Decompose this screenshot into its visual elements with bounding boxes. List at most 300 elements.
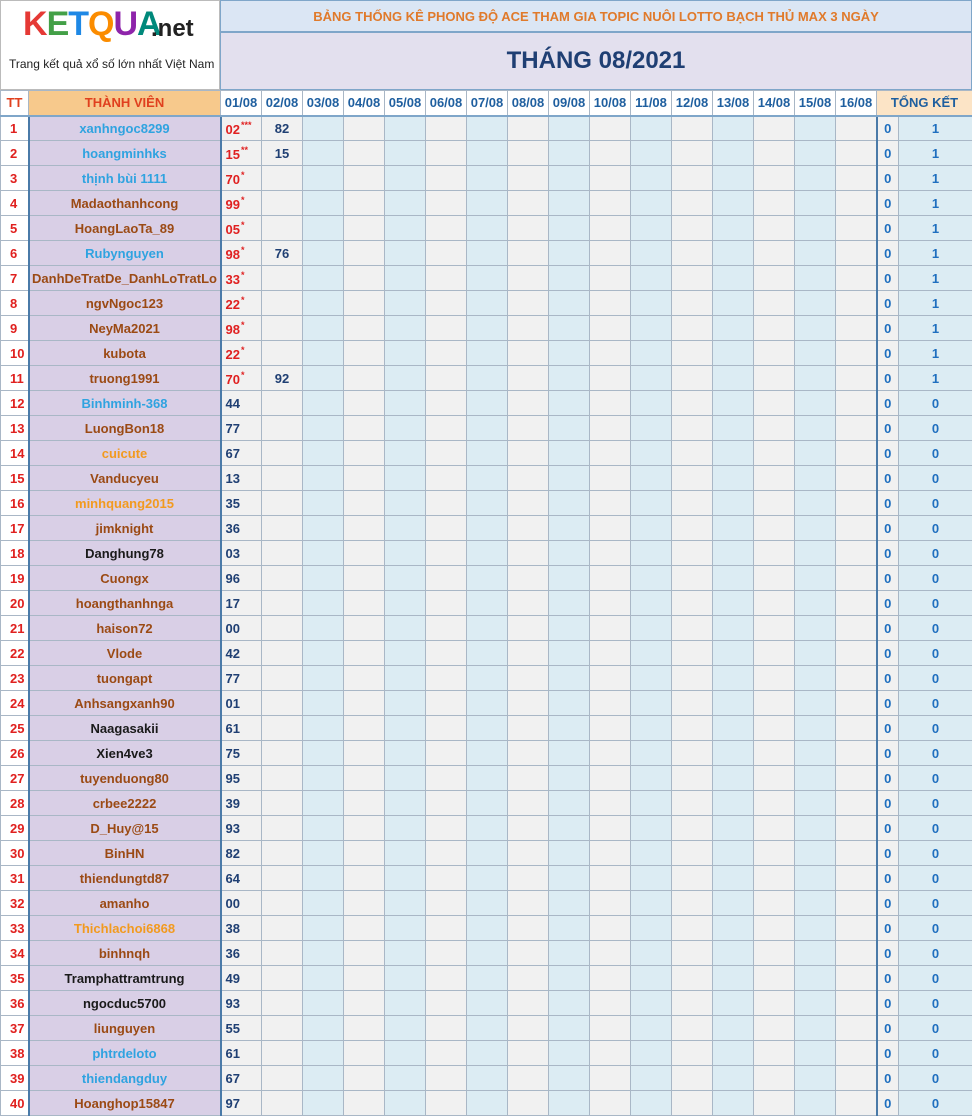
day-cell <box>508 291 549 316</box>
total-score: 0 <box>899 991 972 1016</box>
day-cell <box>713 266 754 291</box>
day-cell <box>426 316 467 341</box>
day-cell <box>262 541 303 566</box>
day-cell <box>713 691 754 716</box>
day-cell <box>426 416 467 441</box>
day-cell <box>262 741 303 766</box>
day-cell <box>262 816 303 841</box>
day-cell <box>590 641 631 666</box>
total-score: 1 <box>899 341 972 366</box>
day-cell <box>754 441 795 466</box>
day-cell <box>795 466 836 491</box>
total-count: 0 <box>877 866 899 891</box>
day-cell <box>303 1091 344 1116</box>
day-cell <box>508 716 549 741</box>
pick-number: 93 <box>225 995 240 1011</box>
day-cell <box>426 966 467 991</box>
day-cell <box>385 1066 426 1091</box>
table-row <box>1 391 972 416</box>
header-date: 13/08 <box>713 91 754 116</box>
day-cell <box>672 816 713 841</box>
day-cell <box>426 516 467 541</box>
total-count: 0 <box>877 791 899 816</box>
day-cell <box>426 641 467 666</box>
day-cell <box>262 991 303 1016</box>
hit-stars: * <box>240 269 245 280</box>
day-cell <box>221 941 262 966</box>
pick-number: 64 <box>225 870 240 886</box>
day-cell <box>631 416 672 441</box>
day-cell <box>262 166 303 191</box>
total-score: 0 <box>899 641 972 666</box>
row-number: 31 <box>1 866 29 891</box>
day-cell <box>754 841 795 866</box>
day-cell <box>344 591 385 616</box>
day-cell <box>795 541 836 566</box>
day-cell <box>631 1041 672 1066</box>
day-cell <box>221 1091 262 1116</box>
day-cell <box>344 141 385 166</box>
day-cell <box>795 391 836 416</box>
day-cell <box>303 991 344 1016</box>
member-name: Vanducyeu <box>29 466 221 491</box>
row-number: 37 <box>1 1016 29 1041</box>
day-cell <box>754 991 795 1016</box>
member-name: Danghung78 <box>29 541 221 566</box>
day-cell <box>590 591 631 616</box>
member-name: thiendangduy <box>29 1066 221 1091</box>
total-score: 1 <box>899 116 972 141</box>
table-row <box>1 416 972 441</box>
day-cell <box>754 166 795 191</box>
day-cell <box>795 316 836 341</box>
day-cell <box>754 641 795 666</box>
day-cell <box>713 241 754 266</box>
table-row <box>1 216 972 241</box>
day-cell <box>795 591 836 616</box>
total-count: 0 <box>877 341 899 366</box>
member-name: cuicute <box>29 441 221 466</box>
day-cell <box>836 866 877 891</box>
day-cell <box>303 541 344 566</box>
total-count: 0 <box>877 1041 899 1066</box>
day-cell <box>795 866 836 891</box>
day-cell <box>426 366 467 391</box>
day-cell <box>672 216 713 241</box>
member-name: NeyMa2021 <box>29 316 221 341</box>
day-cell <box>754 241 795 266</box>
member-name: ngocduc5700 <box>29 991 221 1016</box>
day-cell <box>508 516 549 541</box>
day-cell <box>795 641 836 666</box>
day-cell <box>508 441 549 466</box>
day-cell <box>467 741 508 766</box>
pick-number: 22 <box>225 346 240 362</box>
day-cell <box>221 466 262 491</box>
day-cell <box>344 816 385 841</box>
table-row <box>1 866 972 891</box>
day-cell <box>836 791 877 816</box>
total-score: 1 <box>899 216 972 241</box>
total-score: 0 <box>899 441 972 466</box>
day-cell <box>221 841 262 866</box>
day-cell <box>426 241 467 266</box>
pick-number: 98 <box>225 321 240 337</box>
day-cell <box>262 666 303 691</box>
member-name: Hoanghop15847 <box>29 1091 221 1116</box>
total-count: 0 <box>877 416 899 441</box>
day-cell <box>262 516 303 541</box>
hit-stars: * <box>240 169 245 180</box>
row-number: 21 <box>1 616 29 641</box>
day-cell <box>631 966 672 991</box>
day-cell <box>549 191 590 216</box>
day-cell <box>508 641 549 666</box>
member-name: haison72 <box>29 616 221 641</box>
header-member: THÀNH VIÊN <box>29 91 221 116</box>
day-cell <box>672 241 713 266</box>
table-row <box>1 616 972 641</box>
day-cell <box>385 916 426 941</box>
day-cell <box>713 1041 754 1066</box>
pick-number: 77 <box>225 420 240 436</box>
day-cell <box>344 1016 385 1041</box>
day-cell <box>672 141 713 166</box>
table-row <box>1 841 972 866</box>
table-row <box>1 816 972 841</box>
header-date: 05/08 <box>385 91 426 116</box>
table-row <box>1 1091 972 1116</box>
day-cell <box>508 666 549 691</box>
day-cell <box>467 341 508 366</box>
day-cell <box>303 791 344 816</box>
day-cell <box>590 941 631 966</box>
day-cell <box>303 866 344 891</box>
day-cell <box>549 1066 590 1091</box>
day-cell <box>631 816 672 841</box>
pick-number: 00 <box>225 620 240 636</box>
day-cell <box>672 591 713 616</box>
day-cell <box>549 991 590 1016</box>
day-cell <box>467 591 508 616</box>
day-cell <box>672 191 713 216</box>
page-title: BẢNG THỐNG KÊ PHONG ĐỘ ACE THAM GIA TOPIC NUÔI LOTTO BẠCH THỦ MAX 3 NGÀY <box>220 0 972 32</box>
day-cell <box>426 1041 467 1066</box>
day-cell <box>795 216 836 241</box>
day-cell <box>467 716 508 741</box>
day-cell: 15 <box>262 141 303 166</box>
total-count: 0 <box>877 516 899 541</box>
day-cell <box>426 741 467 766</box>
row-number: 38 <box>1 1041 29 1066</box>
day-cell <box>303 691 344 716</box>
day-cell <box>508 416 549 441</box>
day-cell <box>467 791 508 816</box>
day-cell <box>590 816 631 841</box>
day-cell <box>795 291 836 316</box>
logo-letter: T <box>68 5 89 43</box>
day-cell <box>508 1066 549 1091</box>
day-cell <box>631 116 672 141</box>
pick-number: 75 <box>225 745 240 761</box>
day-cell <box>426 1091 467 1116</box>
day-cell <box>344 991 385 1016</box>
total-score: 0 <box>899 566 972 591</box>
day-cell <box>303 716 344 741</box>
day-cell <box>549 216 590 241</box>
day-cell <box>221 441 262 466</box>
day-cell <box>754 541 795 566</box>
table-row <box>1 516 972 541</box>
logo-letter: Q <box>88 5 114 43</box>
day-cell <box>262 866 303 891</box>
total-score: 0 <box>899 416 972 441</box>
day-cell <box>221 666 262 691</box>
day-cell <box>426 466 467 491</box>
day-cell <box>262 1016 303 1041</box>
member-name: thiendungtd87 <box>29 866 221 891</box>
day-cell <box>385 616 426 641</box>
total-score: 0 <box>899 1091 972 1116</box>
day-cell <box>754 341 795 366</box>
day-cell <box>385 316 426 341</box>
day-cell <box>467 241 508 266</box>
day-cell <box>344 891 385 916</box>
table-row <box>1 466 972 491</box>
member-name: binhnqh <box>29 941 221 966</box>
table-row <box>1 241 972 266</box>
row-number: 25 <box>1 716 29 741</box>
day-cell <box>467 1091 508 1116</box>
day-cell <box>508 991 549 1016</box>
total-score: 1 <box>899 141 972 166</box>
member-name: Xien4ve3 <box>29 741 221 766</box>
day-cell <box>590 1091 631 1116</box>
member-name: hoangminhks <box>29 141 221 166</box>
pick-number: 36 <box>225 945 240 961</box>
day-cell <box>836 816 877 841</box>
day-cell <box>836 1041 877 1066</box>
total-count: 0 <box>877 716 899 741</box>
day-cell <box>672 166 713 191</box>
day-cell <box>713 1066 754 1091</box>
day-cell <box>795 791 836 816</box>
logo-letter: U <box>113 5 138 43</box>
total-count: 0 <box>877 191 899 216</box>
day-cell <box>795 991 836 1016</box>
day-cell <box>795 1091 836 1116</box>
day-cell <box>549 291 590 316</box>
day-cell <box>713 316 754 341</box>
day-cell <box>385 466 426 491</box>
day-cell <box>836 466 877 491</box>
day-cell <box>590 541 631 566</box>
day-cell <box>344 491 385 516</box>
pick-number: 22 <box>225 296 240 312</box>
day-cell <box>508 141 549 166</box>
day-cell <box>631 866 672 891</box>
day-cell <box>631 341 672 366</box>
day-cell <box>713 541 754 566</box>
day-cell <box>672 1016 713 1041</box>
day-cell <box>467 891 508 916</box>
day-cell <box>795 816 836 841</box>
row-number: 19 <box>1 566 29 591</box>
member-name: Tramphattramtrung <box>29 966 221 991</box>
day-cell <box>754 691 795 716</box>
day-cell <box>549 866 590 891</box>
member-name: jimknight <box>29 516 221 541</box>
day-cell <box>221 1041 262 1066</box>
day-cell <box>467 516 508 541</box>
day-cell <box>508 541 549 566</box>
day-cell <box>549 416 590 441</box>
total-count: 0 <box>877 616 899 641</box>
day-cell <box>713 116 754 141</box>
total-score: 0 <box>899 816 972 841</box>
total-count: 0 <box>877 441 899 466</box>
day-cell <box>631 1016 672 1041</box>
day-cell <box>221 816 262 841</box>
member-name: ngvNgoc123 <box>29 291 221 316</box>
day-cell <box>754 391 795 416</box>
total-count: 0 <box>877 691 899 716</box>
day-cell <box>467 666 508 691</box>
day-cell <box>467 641 508 666</box>
row-number: 9 <box>1 316 29 341</box>
day-cell <box>508 866 549 891</box>
day-cell <box>426 566 467 591</box>
table-row <box>1 791 972 816</box>
pick-number: 36 <box>225 520 240 536</box>
day-cell <box>631 566 672 591</box>
table-row <box>1 541 972 566</box>
day-cell <box>549 266 590 291</box>
day-cell <box>590 291 631 316</box>
day-cell <box>672 1041 713 1066</box>
day-cell <box>508 166 549 191</box>
day-cell <box>590 566 631 591</box>
row-number: 7 <box>1 266 29 291</box>
table-row <box>1 666 972 691</box>
day-cell <box>426 991 467 1016</box>
day-cell <box>590 266 631 291</box>
day-cell <box>795 266 836 291</box>
day-cell <box>344 541 385 566</box>
day-cell <box>262 266 303 291</box>
day-cell <box>631 316 672 341</box>
day-cell <box>754 591 795 616</box>
member-name: DanhDeTratDe_DanhLoTratLo <box>29 266 221 291</box>
header-date: 06/08 <box>426 91 467 116</box>
day-cell <box>303 441 344 466</box>
pick-number: 38 <box>225 920 240 936</box>
day-cell <box>385 191 426 216</box>
table-row <box>1 441 972 466</box>
day-cell <box>303 391 344 416</box>
header-date: 14/08 <box>754 91 795 116</box>
row-number: 34 <box>1 941 29 966</box>
total-score: 0 <box>899 541 972 566</box>
day-cell <box>344 691 385 716</box>
day-cell <box>549 391 590 416</box>
day-cell: 76 <box>262 241 303 266</box>
day-cell <box>262 941 303 966</box>
total-count: 0 <box>877 566 899 591</box>
day-cell <box>795 491 836 516</box>
day-cell <box>631 741 672 766</box>
day-cell <box>508 116 549 141</box>
day-cell <box>303 516 344 541</box>
day-cell <box>303 1066 344 1091</box>
total-count: 0 <box>877 491 899 516</box>
day-cell <box>508 841 549 866</box>
day-cell <box>672 841 713 866</box>
day-cell <box>221 741 262 766</box>
day-cell <box>221 891 262 916</box>
day-cell <box>385 866 426 891</box>
day-cell <box>344 766 385 791</box>
day-cell <box>836 591 877 616</box>
day-cell <box>385 291 426 316</box>
total-score: 0 <box>899 1066 972 1091</box>
member-name: xanhngoc8299 <box>29 116 221 141</box>
table-row <box>1 1041 972 1066</box>
day-cell <box>672 316 713 341</box>
day-cell <box>631 241 672 266</box>
day-cell <box>385 416 426 441</box>
row-number: 8 <box>1 291 29 316</box>
day-cell <box>836 216 877 241</box>
day-cell <box>631 166 672 191</box>
day-cell <box>754 791 795 816</box>
day-cell <box>754 716 795 741</box>
day-cell <box>508 391 549 416</box>
day-cell <box>549 116 590 141</box>
total-count: 0 <box>877 741 899 766</box>
pick-number: 02 <box>225 121 240 137</box>
day-cell <box>262 616 303 641</box>
day-cell <box>631 716 672 741</box>
day-cell <box>549 466 590 491</box>
day-cell <box>344 316 385 341</box>
day-cell <box>631 766 672 791</box>
day-cell <box>303 116 344 141</box>
day-cell <box>426 816 467 841</box>
total-count: 0 <box>877 1091 899 1116</box>
day-cell <box>836 316 877 341</box>
member-name: minhquang2015 <box>29 491 221 516</box>
member-name: Cuongx <box>29 566 221 591</box>
site-logo[interactable] <box>0 0 220 90</box>
row-number: 32 <box>1 891 29 916</box>
total-score: 0 <box>899 616 972 641</box>
total-count: 0 <box>877 266 899 291</box>
day-cell <box>344 966 385 991</box>
day-cell <box>426 766 467 791</box>
day-cell <box>221 291 262 316</box>
day-cell <box>303 366 344 391</box>
table-row <box>1 191 972 216</box>
logo-letter: K <box>23 5 47 43</box>
day-cell <box>221 916 262 941</box>
day-cell <box>549 791 590 816</box>
row-number: 18 <box>1 541 29 566</box>
day-cell <box>385 891 426 916</box>
day-cell <box>221 691 262 716</box>
day-cell <box>836 716 877 741</box>
day-cell <box>754 941 795 966</box>
